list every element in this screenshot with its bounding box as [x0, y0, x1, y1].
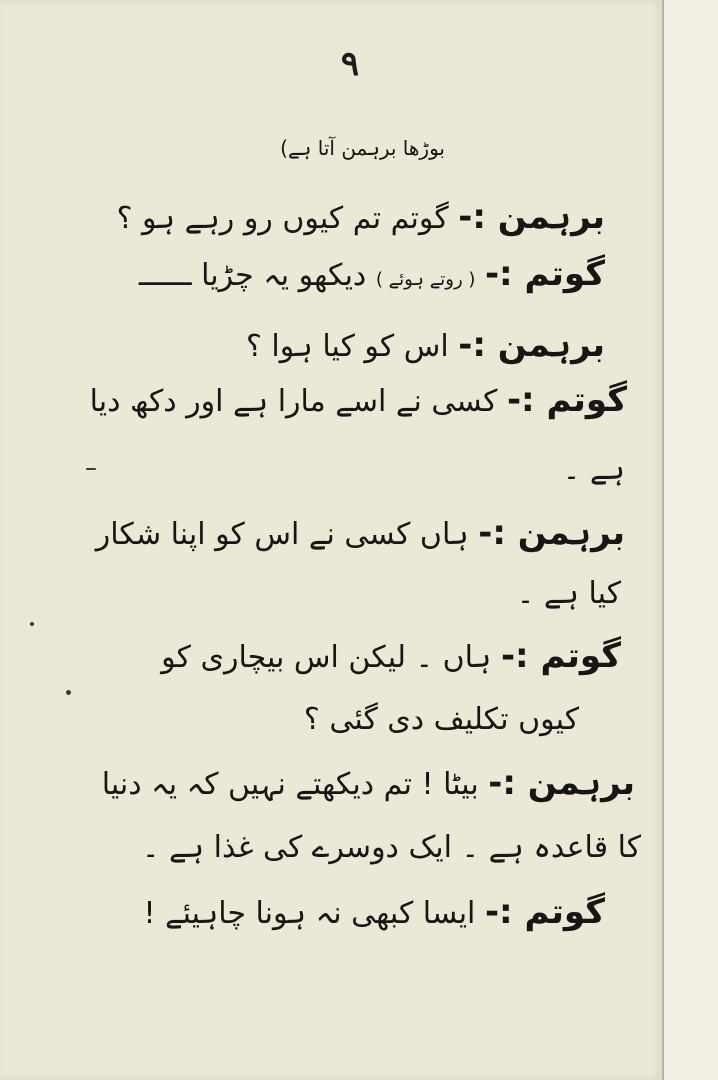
- dialogue-line-9: [304, 702, 579, 737]
- speaker-label: گوتم :-: [484, 892, 605, 932]
- adjacent-page-edge: [662, 0, 718, 1080]
- ink-speck: [86, 468, 96, 470]
- speaker-label: برہمن :-: [488, 763, 635, 803]
- dialogue-line-12: [143, 892, 605, 932]
- dialogue-line-4: [90, 380, 627, 420]
- dialogue-line-3: [246, 324, 605, 365]
- dialogue-text: بیٹا ! تم دیکھتے نہیں کہ یہ دنیا: [101, 767, 479, 802]
- speaker-label: برہمن :-: [478, 513, 625, 553]
- dialogue-text: ہے ۔: [562, 452, 625, 487]
- dialogue-text: ہاں ۔ لیکن اس بیچاری کو: [161, 640, 492, 675]
- dialogue-text: کسی نے اسے مارا ہے اور دکھ دیا: [89, 384, 498, 419]
- dialogue-text: اس کو کیا ہوا ؟: [245, 329, 449, 364]
- dialogue-line-1: [117, 196, 605, 237]
- dialogue-text: ایسا کبھی نہ ہونا چاہیئے !: [143, 896, 476, 931]
- speaker-label: گوتم :-: [484, 254, 605, 294]
- dialogue-line-6: [96, 512, 625, 553]
- speaker-label: گوتم :-: [500, 636, 621, 676]
- dialogue-text: ہاں کسی نے اس کو اپنا شکار: [95, 517, 469, 552]
- dialogue-line-2: [139, 254, 605, 294]
- page-number: ۹: [340, 44, 360, 84]
- dialogue-line-7: [517, 576, 621, 611]
- stage-direction: بوڑھا برہمن آتا ہے): [280, 136, 445, 160]
- ink-speck: [30, 622, 34, 626]
- dialogue-text: دیکھو یہ چڑیا ــــــ: [138, 258, 367, 293]
- ink-speck: [66, 690, 71, 695]
- dialogue-line-8: [161, 636, 621, 676]
- speaker-label: برہمن :-: [458, 325, 605, 365]
- dialogue-line-5: [563, 452, 625, 487]
- dialogue-text: کیوں تکلیف دی گئی ؟: [303, 702, 579, 737]
- dialogue-text: گوتم تم کیوں رو رہے ہو ؟: [116, 201, 449, 236]
- dialogue-line-10: [102, 762, 635, 803]
- speaker-label: برہمن :-: [458, 197, 605, 237]
- dialogue-text: کیا ہے ۔: [516, 576, 621, 611]
- speaker-label: گوتم :-: [506, 380, 627, 420]
- parenthetical: ( روتے ہوئے ): [375, 269, 476, 290]
- dialogue-text: کا قاعدہ ہے ۔ ایک دوسرے کی غذا ہے ۔: [141, 830, 641, 865]
- dialogue-line-11: [142, 830, 641, 865]
